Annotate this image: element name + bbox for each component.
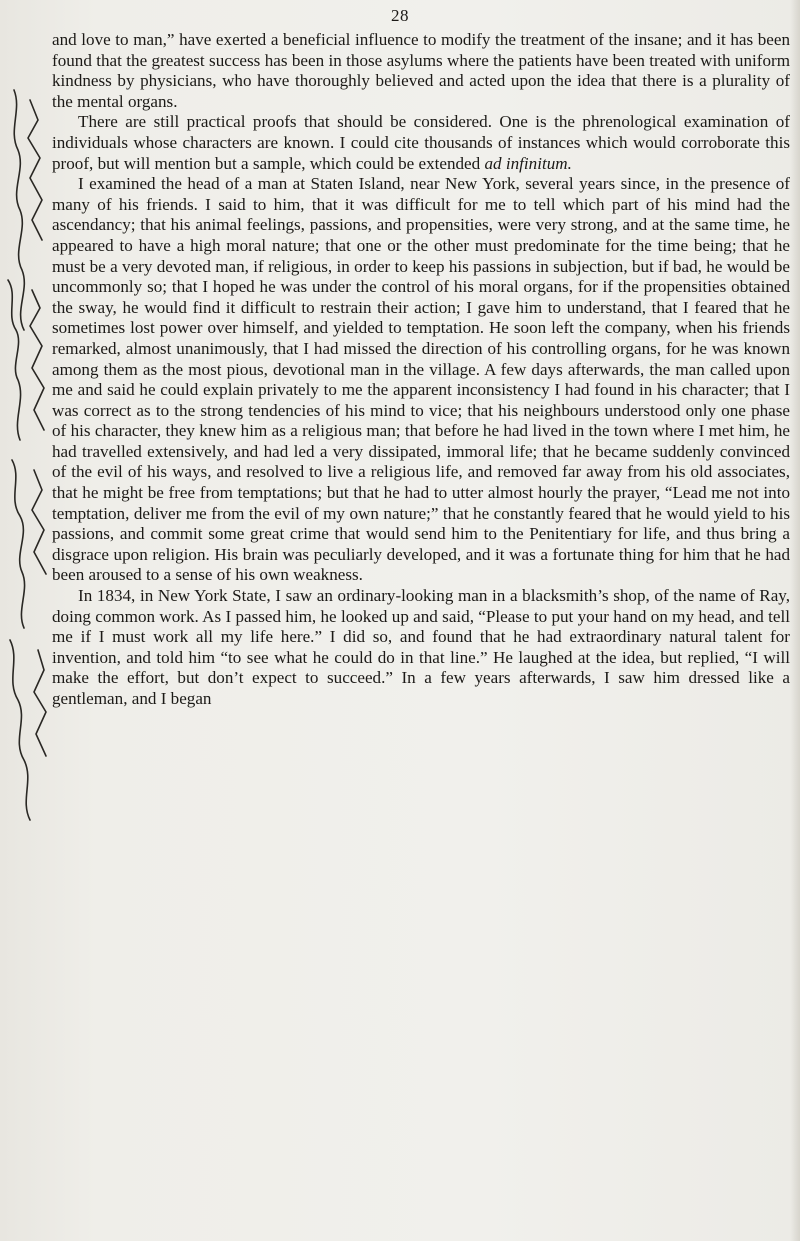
margin-scribble <box>34 650 46 756</box>
handwritten-margin-marks <box>0 80 50 840</box>
paragraph <box>52 112 790 174</box>
margin-scribble <box>28 100 42 240</box>
paragraph: In 1834, in New York State, I saw an ordinary-looking man in a blacksmith’s shop, of the name of Ray, doing common work. As I passed him, he looked up and said, “Please to put your hand on my head, and tell me if I must work all my life here.” I did so, and found that he had extraordinary natural talent for invention, and told him “to see what he could do in that line.” He laughed at the idea, but replied, “I will make the effort, but don’t expect to succeed.” In a few years afterwards, I saw him dressed like a gentleman, and I began <box>52 586 790 708</box>
page-edge-shadow <box>790 0 800 1241</box>
paragraph-text: There are still practical proofs that should be considered. One is the phrenological examination of individuals whose characters are known. I could cite thousands of instances which would corroborate this proof, but will mention but a sample, which could be extended <box>52 112 790 173</box>
margin-scribble <box>32 470 46 574</box>
margin-scribble <box>10 640 30 820</box>
margin-scribble <box>8 280 21 440</box>
paragraph: I examined the head of a man at Staten Island, near New York, several years since, in the presence of many of his friends. I said to him, that it was difficult for me to tell which part of his mind had the ascendancy; that his animal feelings, passions, and propensities, were very strong, and at the same time, he appeared to have a high moral nature; that one or the other must predominate for the time being; that he must be a very devoted man, if religious, in order to keep his passions in subjection, but if bad, he would be uncommonly so; that I hoped he was under the control of his moral organs, for if the propensities obtained the sway, he would find it difficult to restrain their action; I gave him to understand, that I feared that he sometimes lost power over himself, and yielded to temptation. He soon left the company, when his friends remarked, almost unanimously, that I had missed the direction of his controlling organs, for he was known among them as the most pious, devotional man in the village. A few days afterwards, the man called upon me and said he could explain privately to me the apparent inconsistency I had found in his character; that I was correct as to the strong tendencies of his mind to vice; that his neighbours understood only one phase of his character, they knew him as a religious man; that before he had lived in the town where I met him, he had travelled extensively, and had led a very dissipated, immoral life; that he became suddenly convinced of the evil of his ways, and resolved to live a religious life, and removed far away from his old associates, that he might be free from temptations; but that he had to utter almost hourly the prayer, “Lead me not into temptation, deliver me from the evil of my own nature;” that he constantly feared that he would yield to his passions, and commit some great crime that would send him to the Penitentiary for life, and thus bring a disgrace upon religion. His brain was peculiarly developed, and it was a fortunate thing for him that he had been aroused to a sense of his own weakness. <box>52 174 790 585</box>
page-number: 28 <box>391 6 409 25</box>
paragraph: and love to man,” have exerted a beneficial influence to modify the treatment of the insane; and it has been found that the greatest success has been in those asylums where the patients have been treated with uniform kindness by physicians, who have thoroughly believed and acted upon the idea that there is a plurality of the mental organs. <box>52 30 790 111</box>
margin-scribble <box>12 460 25 628</box>
margin-scribble <box>14 90 24 330</box>
latin-phrase: ad infinitum. <box>484 153 572 173</box>
margin-scribble <box>30 290 44 430</box>
body-text <box>52 30 790 710</box>
